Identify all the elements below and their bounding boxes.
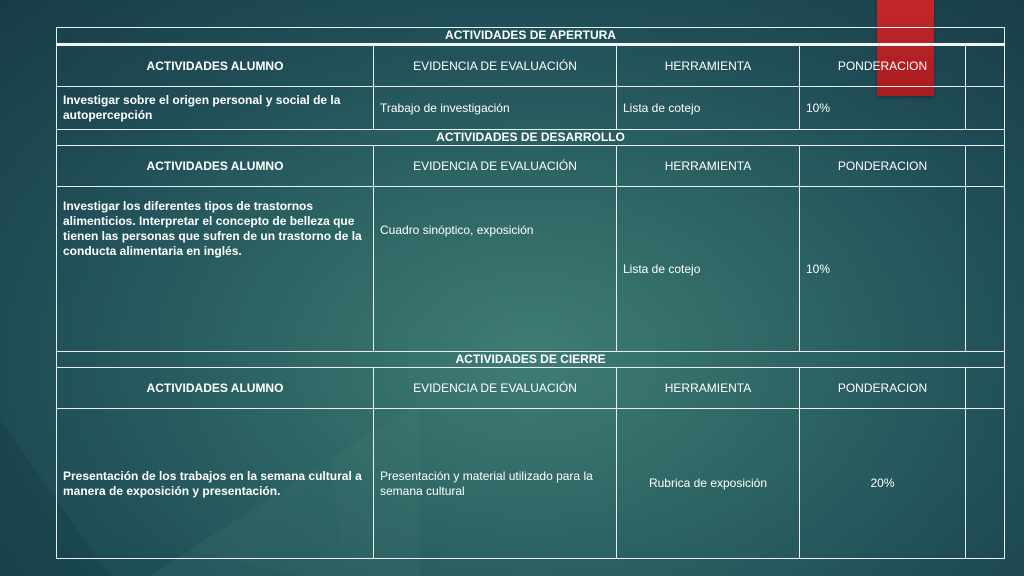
empty-cell [966,45,1005,87]
ponderacion-cell: 10% [800,87,966,130]
header-evidencia: EVIDENCIA DE EVALUACIÓN [374,45,617,87]
evidencia-cell: Trabajo de investigación [374,87,617,130]
herramienta-cell: Rubrica de exposición [617,409,800,559]
empty-cell [966,187,1005,352]
activities-table [56,27,1005,559]
ponderacion-cell: 20% [800,409,966,559]
header-row [57,368,1005,409]
header-evidencia: EVIDENCIA DE EVALUACIÓN [374,146,617,187]
ponderacion-cell: 10% [800,187,966,352]
section-title-row [57,28,1005,45]
section-title-desarrollo: ACTIVIDADES DE DESARROLLO [57,130,1005,146]
header-herramienta: HERRAMIENTA [617,368,800,409]
table-row [57,87,1005,130]
evidencia-cell: Cuadro sinóptico, exposición [374,187,617,352]
section-title-apertura: ACTIVIDADES DE APERTURA [57,28,1005,45]
empty-cell [966,87,1005,130]
table-row [57,187,1005,352]
header-actividades-alumno: ACTIVIDADES ALUMNO [57,45,374,87]
section-title-row [57,352,1005,368]
empty-cell [966,409,1005,559]
actividad-cell: Investigar sobre el origen personal y social de la autopercepción [57,87,374,130]
header-ponderacion: PONDERACION [800,368,966,409]
section-title-row [57,130,1005,146]
header-evidencia: EVIDENCIA DE EVALUACIÓN [374,368,617,409]
empty-cell [966,146,1005,187]
evidencia-cell: Presentación y material utilizado para la semana cultural [374,409,617,559]
actividad-cell: Presentación de los trabajos en la semana cultural a manera de exposición y presentación. [57,409,374,559]
header-actividades-alumno: ACTIVIDADES ALUMNO [57,146,374,187]
actividad-cell: Investigar los diferentes tipos de trastornos alimenticios. Interpretar el concepto de belleza que tienen las personas que sufren de un trastorno de la conducta alimentaria en inglés. [57,187,374,352]
header-actividades-alumno: ACTIVIDADES ALUMNO [57,368,374,409]
header-herramienta: HERRAMIENTA [617,146,800,187]
table-row [57,409,1005,559]
header-ponderacion: PONDERACION [800,146,966,187]
header-herramienta: HERRAMIENTA [617,45,800,87]
empty-cell [966,368,1005,409]
herramienta-cell: Lista de cotejo [617,187,800,352]
section-title-cierre: ACTIVIDADES DE CIERRE [57,352,1005,368]
header-row [57,45,1005,87]
herramienta-cell: Lista de cotejo [617,87,800,130]
header-ponderacion: PONDERACION [800,45,966,87]
header-row [57,146,1005,187]
